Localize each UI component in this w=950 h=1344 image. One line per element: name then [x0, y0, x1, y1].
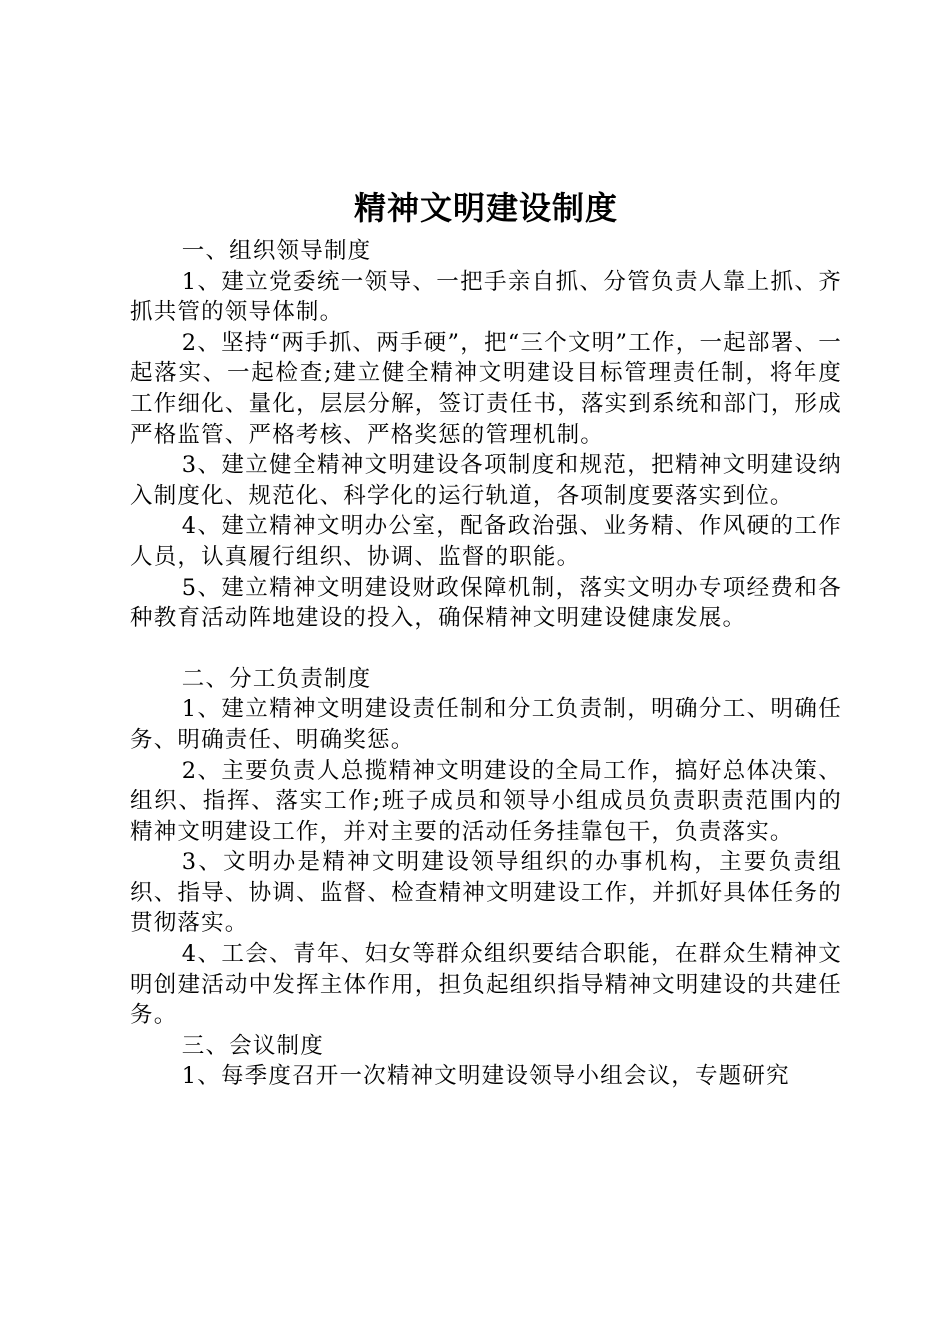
section-paragraph: 1、每季度召开一次精神文明建设领导小组会议，专题研究	[181, 1063, 790, 1090]
section-heading: 一、组织领导制度	[181, 238, 372, 264]
document-title: 精神文明建设制度	[353, 189, 618, 227]
section-paragraph: 3、文明办是精神文明建设领导组织的办事机构，主要负责组织、指导、协调、监督、检查精神文明建设工作，并抓好具体任务的贯彻落实。	[130, 849, 842, 937]
section-paragraph: 2、坚持“两手抓、两手硬”，把“三个文明”工作，一起部署、一起落实、一起检查;建立健全精神文明建设目标管理责任制，将年度工作细化、量化，层层分解，签订责任书，落实到系统和部门，形成严格监管、严格考核、严格奖惩的管理机制。	[130, 329, 842, 448]
section-organization-leadership	[130, 236, 842, 634]
document-page	[130, 184, 842, 1092]
section-paragraph: 4、建立精神文明办公室，配备政治强、业务精、作风硬的工作人员，认真履行组织、协调、监督的职能。	[130, 513, 842, 570]
section-meeting	[130, 1031, 842, 1092]
section-heading: 二、分工负责制度	[181, 665, 372, 692]
section-spacer	[130, 634, 842, 664]
section-heading: 三、会议制度	[181, 1032, 324, 1059]
section-paragraph: 1、建立党委统一领导、一把手亲自抓、分管负责人靠上抓、齐抓共管的领导体制。	[130, 268, 842, 326]
section-paragraph: 1、建立精神文明建设责任制和分工负责制，明确分工、明确任务、明确责任、明确奖惩。	[130, 696, 842, 753]
document-body	[130, 236, 842, 1092]
section-division-responsibility	[130, 664, 842, 1031]
section-paragraph: 3、建立健全精神文明建设各项制度和规范，把精神文明建设纳入制度化、规范化、科学化的运行轨道，各项制度要落实到位。	[130, 452, 842, 509]
section-paragraph: 5、建立精神文明建设财政保障机制，落实文明办专项经费和各种教育活动阵地建设的投入，确保精神文明建设健康发展。	[130, 574, 842, 632]
section-paragraph: 2、主要负责人总揽精神文明建设的全局工作，搞好总体决策、组织、指挥、落实工作;班子成员和领导小组成员负责职责范围内的精神文明建设工作，并对主要的活动任务挂靠包干，负责落实。	[130, 757, 842, 845]
section-paragraph: 4、工会、青年、妇女等群众组织要结合职能，在群众生精神文明创建活动中发挥主体作用，担负起组织指导精神文明建设的共建任务。	[130, 941, 842, 1029]
